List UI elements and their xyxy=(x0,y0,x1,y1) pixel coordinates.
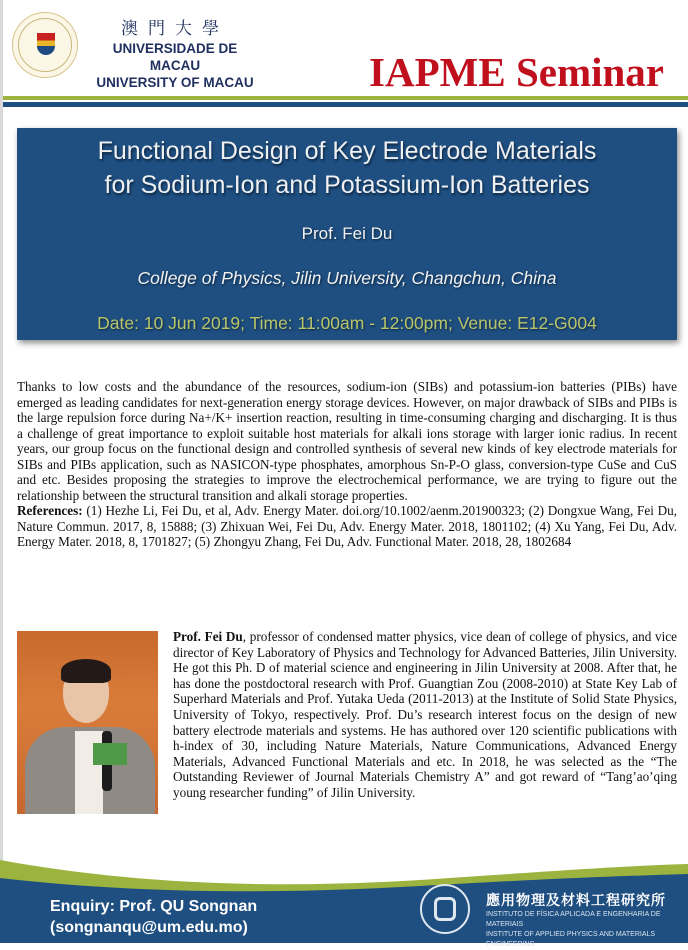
speaker-photo xyxy=(17,631,158,814)
crest-shield xyxy=(37,33,55,55)
talk-title-line1: Functional Design of Key Electrode Materials xyxy=(97,137,597,165)
bio-paragraph xyxy=(173,629,677,801)
speaker-name: Prof. Fei Du xyxy=(301,224,393,243)
talk-title-line2: for Sodium-Ion and Potassium-Ion Batteries xyxy=(104,171,590,199)
talk-banner xyxy=(17,128,677,340)
enquiry-name: Enquiry: Prof. QU Songnan xyxy=(50,898,258,915)
institute-name-en: INSTITUTE OF APPLIED PHYSICS AND MATERIALS ENGINEERING xyxy=(486,931,656,948)
mic-flag xyxy=(93,743,127,765)
university-name-en: UNIVERSITY OF MACAU xyxy=(96,75,254,90)
bio-name: Prof. Fei Du xyxy=(173,629,243,644)
university-crest-icon xyxy=(12,12,78,78)
institute-name-block xyxy=(486,893,688,950)
references-label: References: xyxy=(17,503,83,518)
university-name-pt: UNIVERSIDADE DE MACAU xyxy=(112,41,238,73)
institute-logo-hexagon xyxy=(434,897,456,921)
seminar-title: IAPME Seminar xyxy=(369,49,664,95)
references-text: (1) Hezhe Li, Fei Du, et al, Adv. Energy Mater. doi.org/10.1002/aenm.201900323; (2) Dongxue Wang, Fei Du, Nature Commun. 2017, 8, 15888; (3) Zhixuan Wei, Fei Du, Adv. Energy Mater. 2018, 1801102; (4) Xu Yang, Fei Du, Adv. Energy Mater. 2018, 8, 1701827; (5) Zhongyu Zhang, Fei Du, Adv. Functional Mater. 2018, 28, 1802684 xyxy=(17,503,677,549)
references xyxy=(17,503,677,550)
event-details: Date: 10 Jun 2019; Time: 11:00am - 12:00pm; Venue: E12-G004 xyxy=(97,313,597,333)
bio-text: , professor of condensed matter physics, vice dean of college of physics, and vice director of Key Laboratory of Physics and Technology for Advanced Batteries, Jilin University. He got this Ph. D of material science and engineering in Jilin University at 2008. After that, he has done the postdoctoral research with Prof. Guangtian Zou (2008-2010) at State Key Lab of Superhard Materials and Prof. Yutaka Ueda (2011-2013) at the Institute of Solid State Physics, University of Tokyo, respectively. Prof. Du’s research interest focus on the design of new battery electrode materials and systems. He has authored over 120 scientific publications with h-index of 30, including Nature Materials, Nature Communications, Advanced Energy Materials, Advanced Functional Materials and etc. In 2018, he was selected as the “The Outstanding Reviewer of Journal Materials Chemistry A” and got reward of “Tang’ao’qing young researcher funding” of Jilin University. xyxy=(173,629,678,800)
university-name-cn: 澳門大學 xyxy=(121,19,229,39)
abstract-section xyxy=(17,379,677,550)
header-rule-green xyxy=(3,96,688,100)
institute-logo-icon xyxy=(420,884,470,934)
institute-name-pt: INSTITUTO DE FÍSICA APLICADA E ENGENHARIA DE MATERIAIS xyxy=(486,911,661,928)
enquiry-contact xyxy=(50,896,257,938)
university-name-block xyxy=(90,18,260,91)
institute-name-cn: 應用物理及材料工程研究所 xyxy=(486,893,666,909)
header-rule-blue xyxy=(3,102,688,107)
page-left-border xyxy=(0,0,3,943)
abstract-text: Thanks to low costs and the abundance of the resources, sodium-ion (SIBs) and potassium-ion batteries (PIBs) have emerged as leading candidates for next-generation energy storage devices. However, on major drawback of SIBs and PIBs is the large repulsion force during Na+/K+ insertion reaction, resulting in time-consuming charging and discharging. It is thus a challenge of great importance to exploit suitable host materials for alkali ions storage with larger ionic radius. In recent years, our group focus on the functional design and controlled synthesis of several new kinds of key electrode materials for SIBs and PIBs application, such as NASICON-type phosphates, amorphous Sn-P-O glass, conversion-type CuSe and CuS and etc. Besides proposing the strategies to improve the electrochemical performance, we are trying to figure out the relationship between the structural transition and alkali storage properties. xyxy=(17,379,677,503)
speaker-affiliation: College of Physics, Jilin University, Changchun, China xyxy=(137,268,557,288)
enquiry-email[interactable]: (songnanqu@um.edu.mo) xyxy=(50,919,248,936)
speaker-bio xyxy=(173,629,677,801)
photo-hair xyxy=(61,659,111,683)
talk-title xyxy=(17,134,677,202)
